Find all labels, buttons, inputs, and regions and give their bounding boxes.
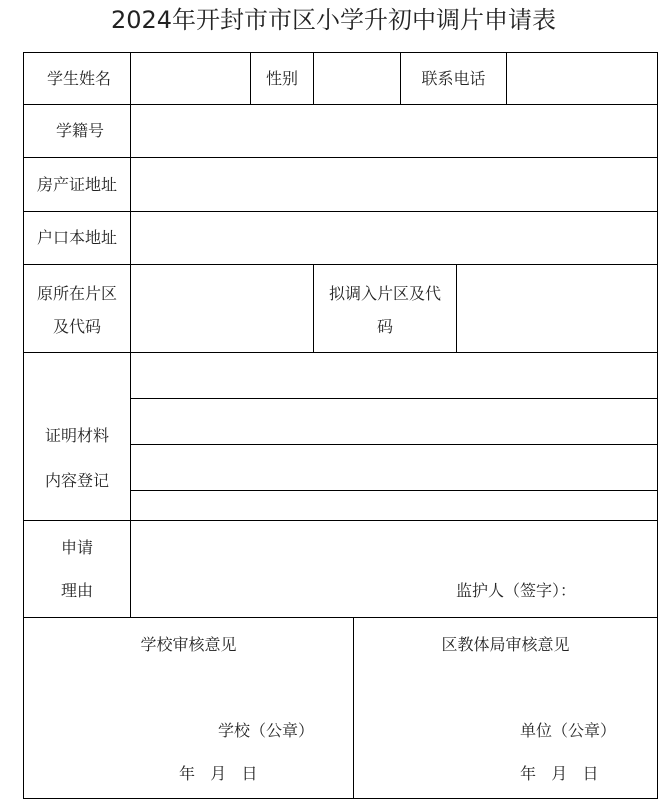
bureau-approval-heading: 区教体局审核意见 bbox=[441, 635, 570, 654]
materials-label-line2: 内容登记 bbox=[44, 471, 109, 490]
bureau-seal-label: 单位（公章） bbox=[520, 721, 617, 740]
property-address-field[interactable] bbox=[131, 158, 657, 211]
gender-label: 性别 bbox=[265, 69, 298, 88]
original-district-label-line1: 原所在片区 bbox=[36, 284, 117, 303]
school-approval-date: 年 月 日 bbox=[179, 764, 258, 783]
student-name-field[interactable] bbox=[131, 53, 250, 104]
row-divider bbox=[23, 617, 658, 618]
materials-entry-1[interactable] bbox=[131, 353, 657, 398]
original-district-label-line2: 及代码 bbox=[52, 317, 101, 336]
target-district-label-line1: 拟调入片区及代 bbox=[328, 284, 441, 303]
phone-field[interactable] bbox=[507, 53, 657, 104]
school-seal-label: 学校（公章） bbox=[218, 721, 315, 740]
student-name-label: 学生姓名 bbox=[46, 69, 111, 88]
target-district-field[interactable] bbox=[457, 265, 657, 352]
reason-label-line1: 申请 bbox=[60, 538, 93, 557]
guardian-signature-label: 监护人（签字）： bbox=[456, 581, 577, 600]
materials-entry-4[interactable] bbox=[131, 491, 657, 520]
property-address-label: 房产证地址 bbox=[36, 175, 117, 194]
hukou-address-field[interactable] bbox=[131, 212, 657, 264]
column-divider bbox=[313, 264, 314, 353]
gender-field[interactable] bbox=[314, 53, 400, 104]
hukou-address-label: 户口本地址 bbox=[36, 228, 117, 247]
materials-entry-2[interactable] bbox=[131, 399, 657, 444]
table-border-right bbox=[657, 52, 658, 799]
phone-label: 联系电话 bbox=[421, 69, 486, 88]
student-id-field[interactable] bbox=[131, 105, 657, 157]
original-district-field[interactable] bbox=[131, 265, 313, 352]
materials-entry-3[interactable] bbox=[131, 445, 657, 490]
reason-label-line2: 理由 bbox=[60, 581, 93, 600]
student-id-label: 学籍号 bbox=[55, 121, 104, 140]
reason-field[interactable] bbox=[131, 521, 657, 573]
materials-label-line1: 证明材料 bbox=[44, 426, 109, 445]
table-border-bottom bbox=[23, 798, 658, 799]
form-title: 2024年开封市市区小学升初中调片申请表 bbox=[110, 6, 557, 34]
target-district-label-line2: 码 bbox=[376, 317, 393, 336]
school-approval-heading: 学校审核意见 bbox=[140, 635, 237, 654]
bureau-approval-date: 年 月 日 bbox=[520, 764, 599, 783]
